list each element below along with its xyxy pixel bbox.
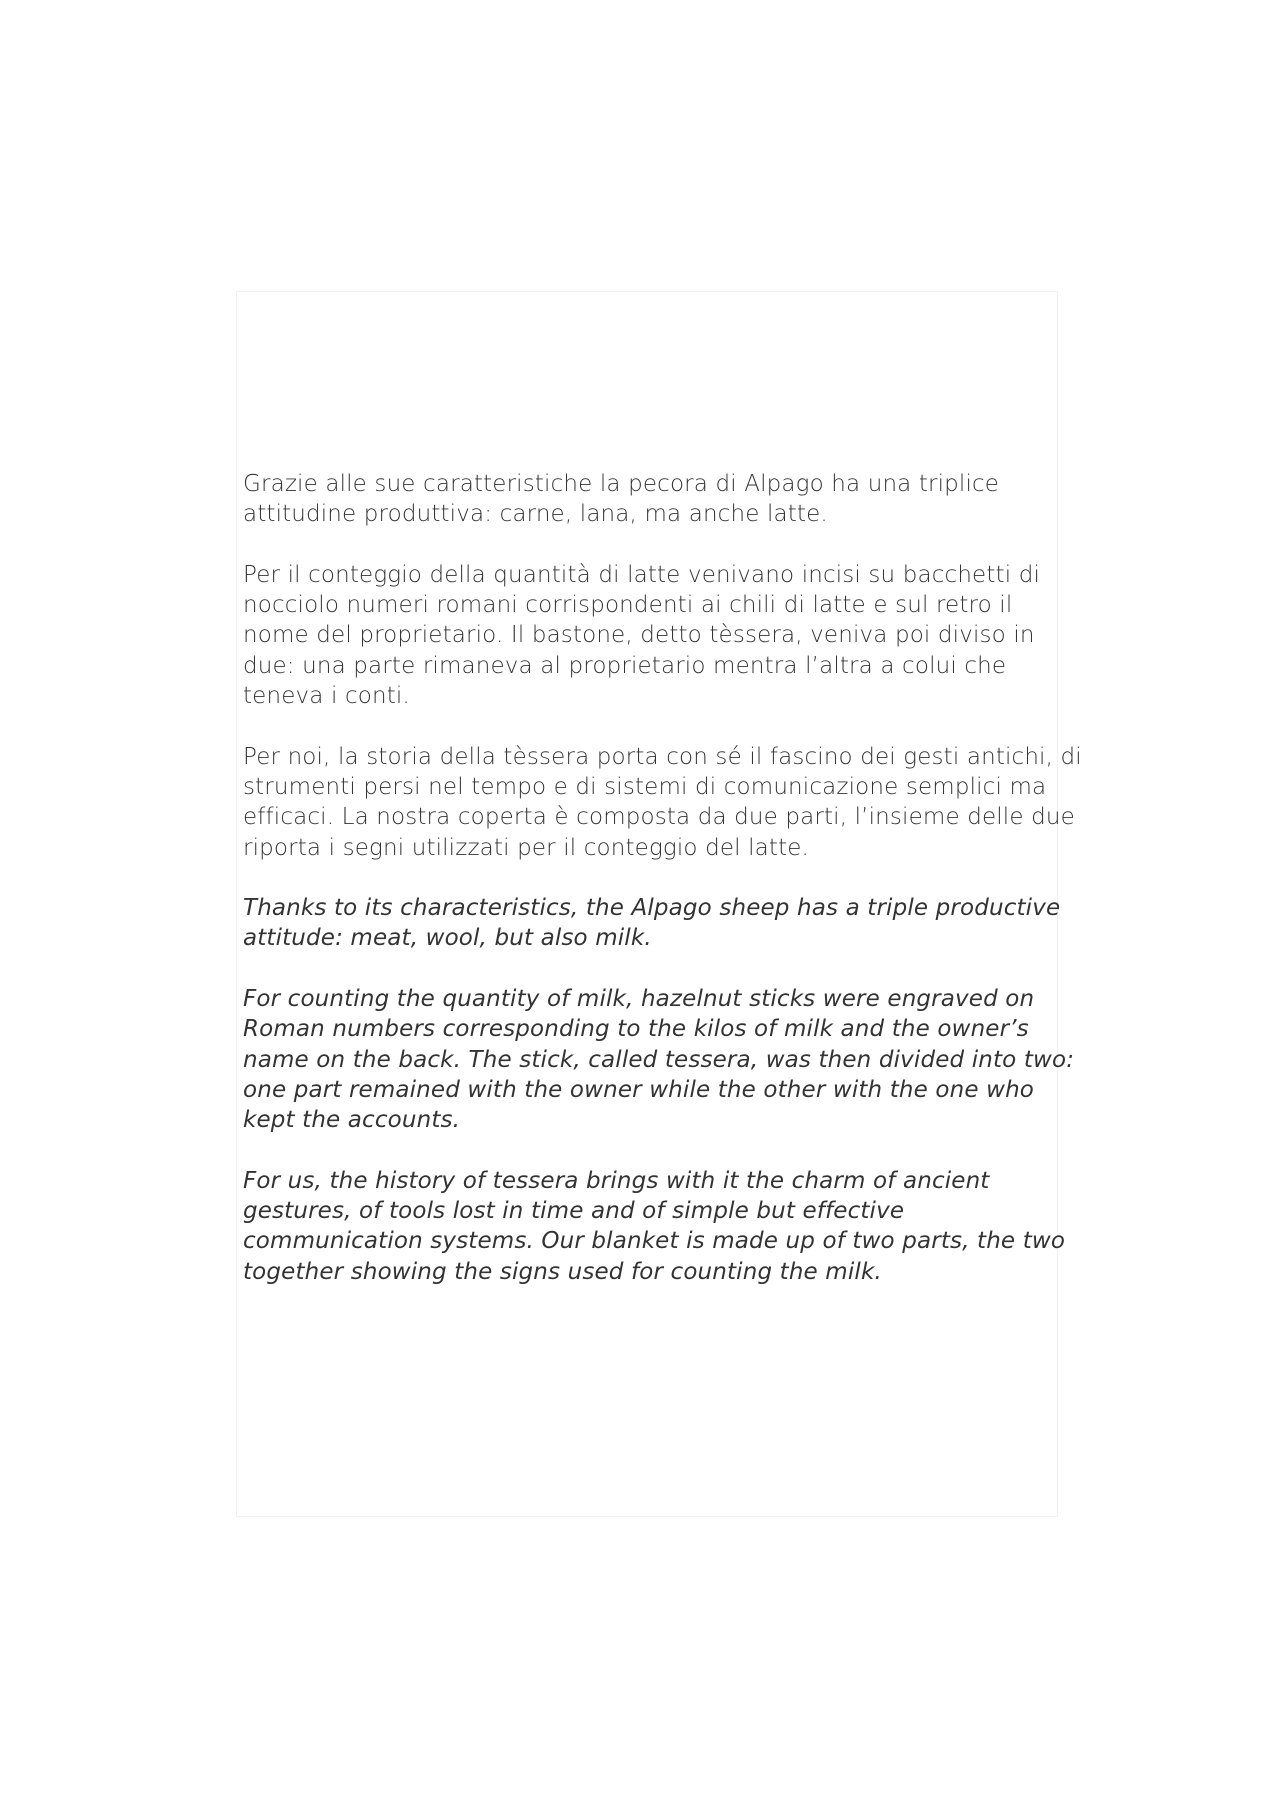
body-text [243,469,1113,1317]
italian-paragraph-3: Per noi, la storia della tèssera porta con sé il fascino dei gesti antichi, di strumenti persi nel tempo e di sistemi di comunicazione semplici ma efficaci. La nostra coperta è composta da due parti, l’insieme delle due riporta i segni utilizzati per il conteggio del latte. [243,743,1082,861]
italian-paragraph-2: Per il conteggio della quantità di latte venivano incisi su bacchetti di nocciolo numeri romani corrispondenti ai chili di latte e sul retro il nome del proprietario. Il bastone, detto tèssera, veniva poi diviso in due: una parte rimaneva al proprietario mentra l’altra a colui che teneva i conti. [243,561,1040,710]
english-paragraph-2: For counting the quantity of milk, hazelnut sticks were engraved on Roman numbers corresponding to the kilos of milk and the owner’s name on the back. The stick, called tessera, was then divided into two: one part remained with the owner while the other with the one who kept the accounts. [243,986,1075,1134]
italian-paragraph-1: Grazie alle sue caratteristiche la pecora di Alpago ha una triplice attitudine produttiva: carne, lana, ma anche latte. [243,471,1000,528]
english-paragraph-1: Thanks to its characteristics, the Alpago sheep has a triple productive attitude: meat, wool, but also milk. [243,895,1061,952]
english-paragraph-3: For us, the history of tessera brings with it the charm of ancient gestures, of tools lost in time and of simple but effective communication systems. Our blanket is made up of two parts, the two together showing the signs used for counting the milk. [243,1167,1066,1285]
